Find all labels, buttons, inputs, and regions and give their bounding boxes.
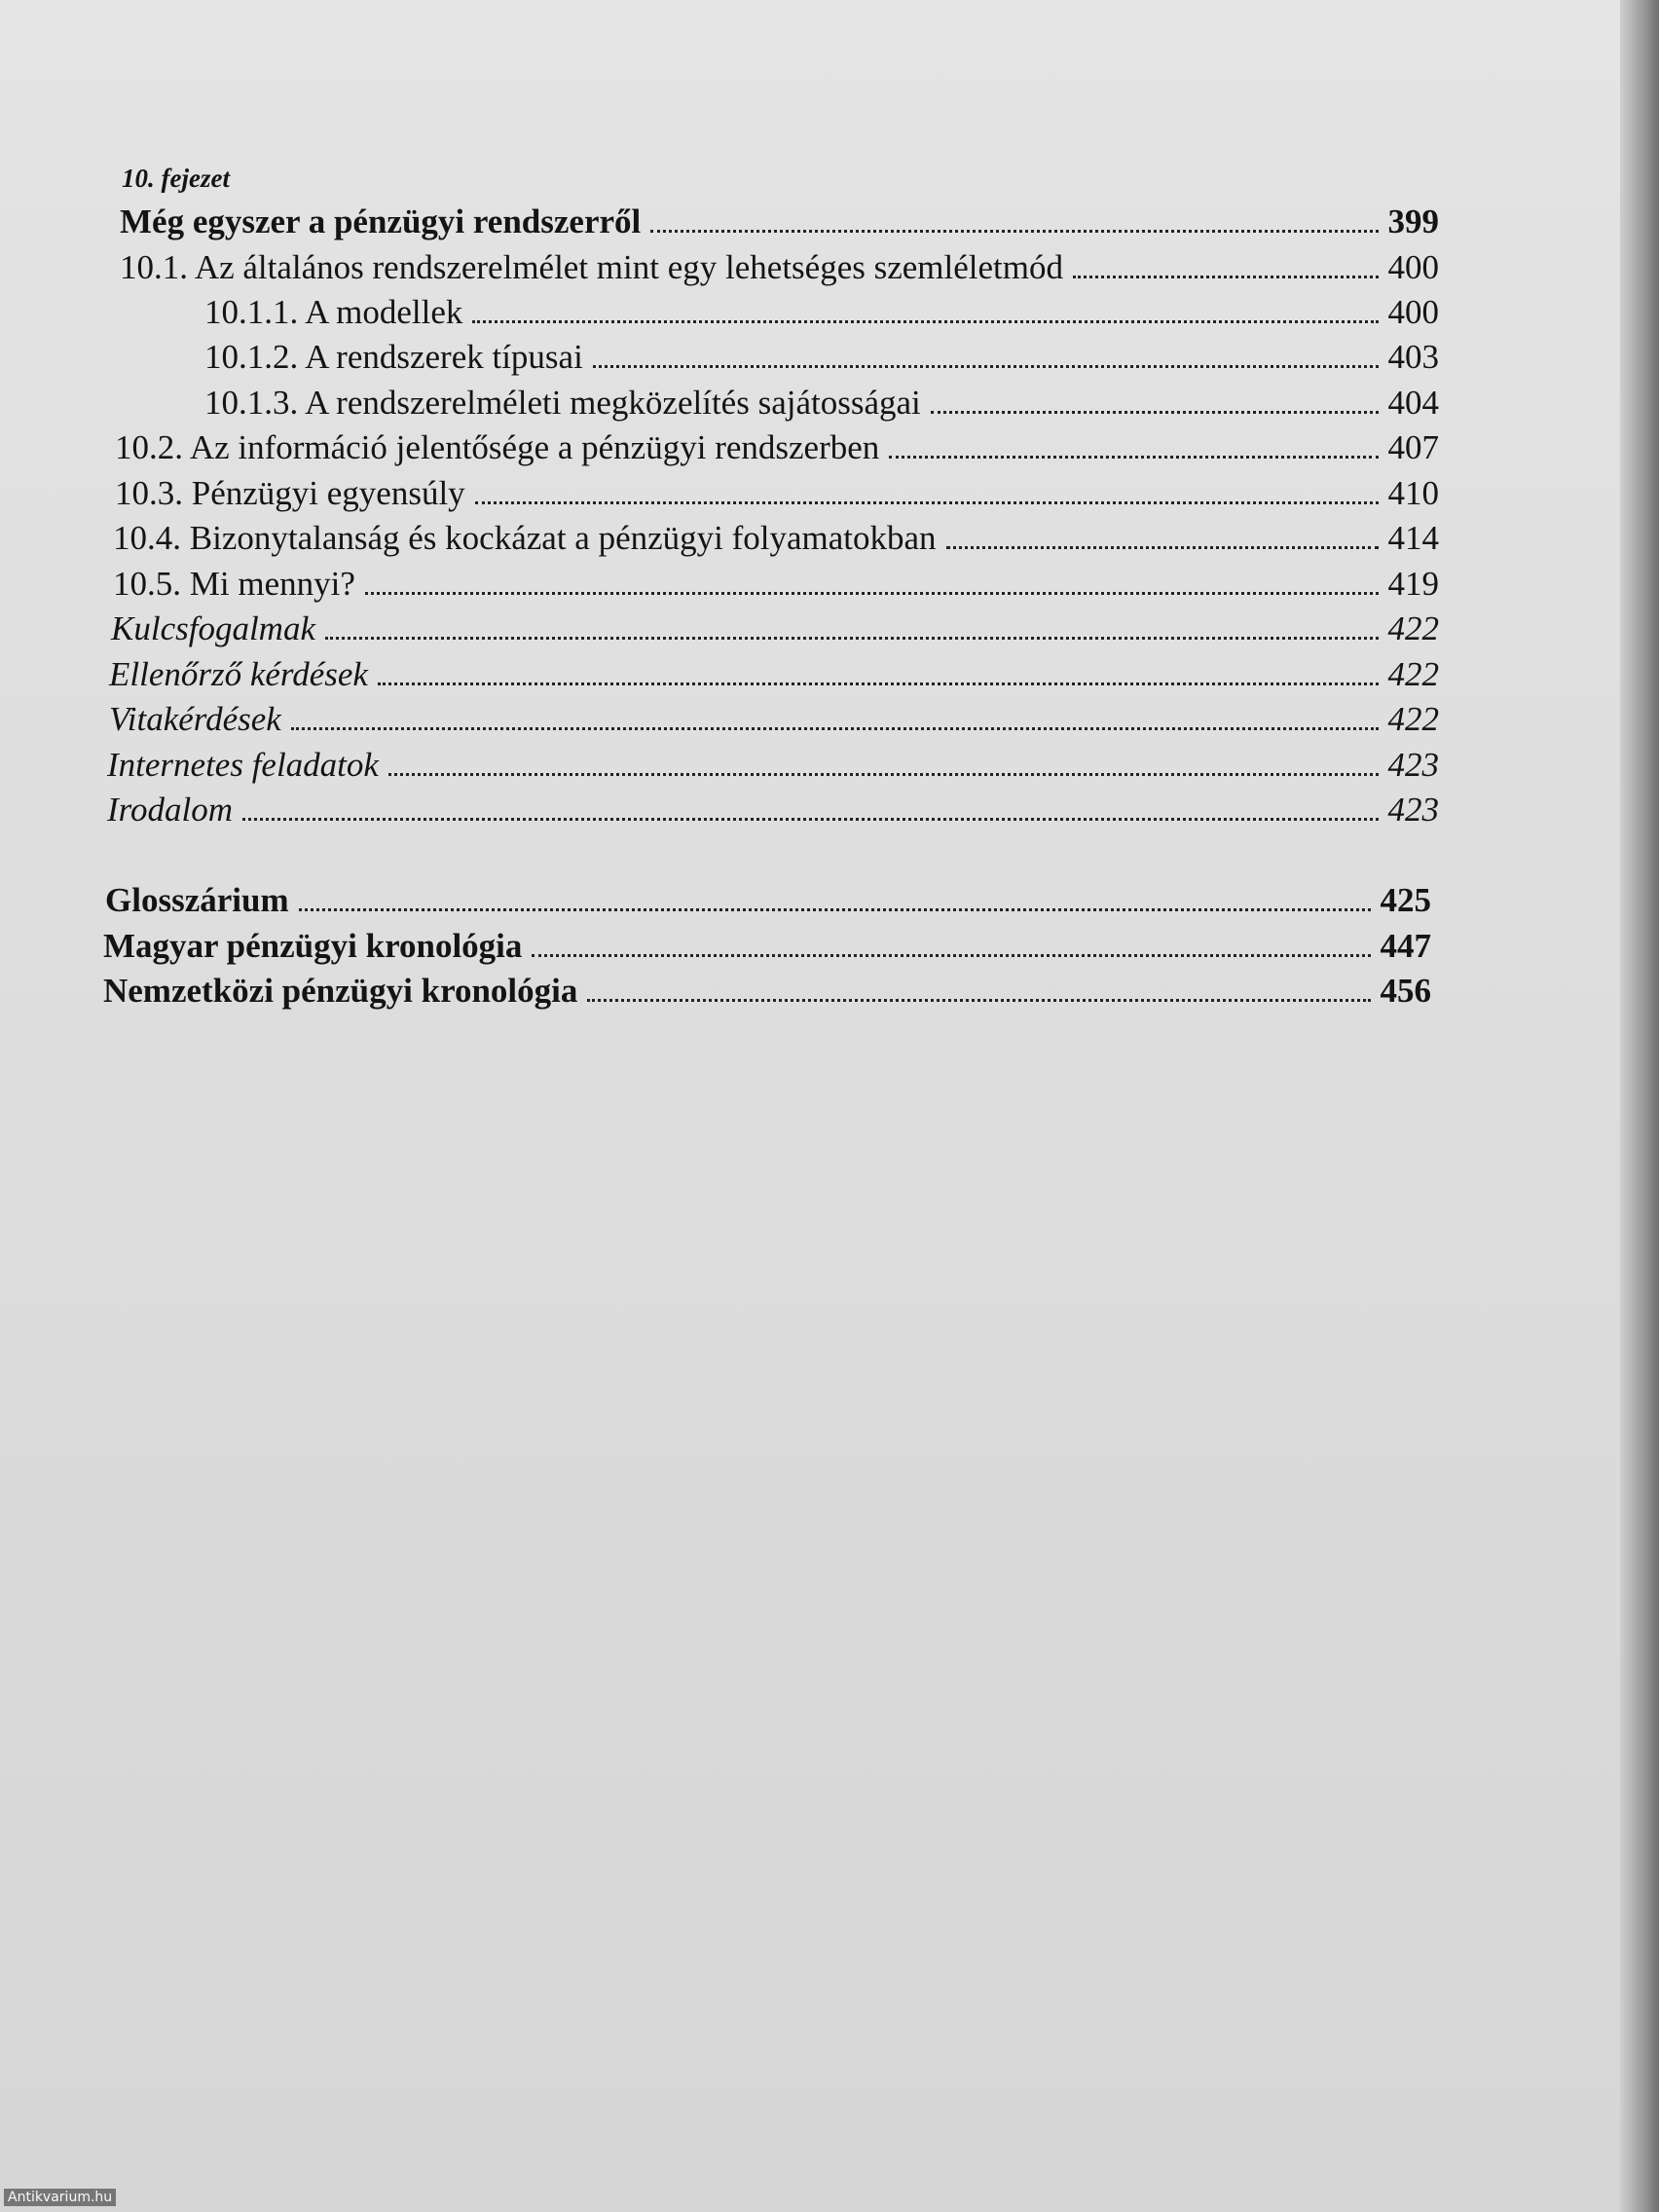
dot-leader xyxy=(325,637,1379,640)
toc-page-number: 407 xyxy=(1387,428,1439,466)
dot-leader xyxy=(291,727,1379,730)
chapter-label: 10. fejezet xyxy=(122,164,230,193)
toc-page-number: 410 xyxy=(1387,474,1439,512)
toc-entry-10-1[interactable] xyxy=(120,248,1439,293)
toc-entry-title: Kulcsfogalmak xyxy=(111,609,315,647)
toc-entry-irodalom[interactable] xyxy=(107,791,1439,835)
toc-entry-10-4[interactable] xyxy=(113,519,1439,564)
dot-leader xyxy=(593,365,1379,368)
dot-leader xyxy=(946,546,1379,549)
toc-page-number: 447 xyxy=(1380,927,1431,965)
toc-entry-magyar-kronologia[interactable] xyxy=(103,927,1431,972)
dot-leader xyxy=(299,908,1371,911)
toc-entry-title: Internetes feladatok xyxy=(107,746,379,784)
toc-entry-title: Még egyszer a pénzügyi rendszerről xyxy=(120,203,642,240)
toc-page-number: 422 xyxy=(1387,700,1439,738)
toc-entry-10-1-3[interactable] xyxy=(204,384,1439,428)
dot-leader xyxy=(587,999,1370,1002)
toc-page-number: 422 xyxy=(1387,655,1439,693)
toc-entry-title: 10.1.3. A rendszerelméleti megközelítés sajátosságai xyxy=(204,384,921,422)
toc-entry-title: Magyar pénzügyi kronológia xyxy=(103,927,523,965)
toc-page-number: 423 xyxy=(1387,746,1439,784)
dot-leader xyxy=(472,320,1378,323)
dot-leader xyxy=(931,411,1379,414)
toc-page-number: 400 xyxy=(1387,293,1439,331)
toc-entry-internetes-feladatok[interactable] xyxy=(107,746,1439,791)
dot-leader xyxy=(242,818,1379,821)
toc-page-number: 419 xyxy=(1387,565,1439,603)
toc-entry-10-3[interactable] xyxy=(115,474,1439,519)
toc-entry-title: Irodalom xyxy=(107,791,233,829)
toc-entry-10-5[interactable] xyxy=(113,565,1439,609)
toc-page-number: 456 xyxy=(1380,972,1431,1010)
toc-page-number: 403 xyxy=(1387,338,1439,376)
watermark: Antikvarium.hu xyxy=(4,2189,116,2206)
toc-page-number: 423 xyxy=(1387,791,1439,829)
toc-entry-10-2[interactable] xyxy=(115,428,1439,473)
toc-entry-nemzetkozi-kronologia[interactable] xyxy=(103,972,1431,1016)
dot-leader xyxy=(365,592,1379,595)
toc-entry-title: 10.1. Az általános rendszerelmélet mint egy lehetséges szemléletmód xyxy=(120,248,1063,286)
toc-page-number: 414 xyxy=(1387,519,1439,557)
toc-chapter-title-row[interactable] xyxy=(120,203,1439,247)
toc-entry-ellenorzo-kerdesek[interactable] xyxy=(109,655,1439,700)
toc-entry-10-1-1[interactable] xyxy=(204,293,1439,338)
toc-entry-title: 10.4. Bizonytalanság és kockázat a pénzügyi folyamatokban xyxy=(113,519,937,557)
toc-page-number: 404 xyxy=(1387,384,1439,422)
toc-entry-vitakerdesek[interactable] xyxy=(109,700,1439,745)
toc-entry-glosszarium[interactable] xyxy=(105,881,1431,926)
dot-leader xyxy=(532,954,1370,957)
dot-leader xyxy=(388,773,1379,776)
toc-entry-title: Vitakérdések xyxy=(109,700,281,738)
toc-page-number: 422 xyxy=(1387,609,1439,647)
toc-entry-10-1-2[interactable] xyxy=(204,338,1439,383)
dot-leader xyxy=(650,230,1378,233)
toc-entry-title: 10.1.2. A rendszerek típusai xyxy=(204,338,583,376)
toc-entry-title: 10.1.1. A modellek xyxy=(204,293,463,331)
toc-page-number: 399 xyxy=(1387,203,1439,240)
toc-entry-title: 10.5. Mi mennyi? xyxy=(113,565,355,603)
toc-entry-title: Ellenőrző kérdések xyxy=(109,655,368,693)
toc-entry-title: 10.3. Pénzügyi egyensúly xyxy=(115,474,465,512)
dot-leader xyxy=(475,501,1379,504)
dot-leader xyxy=(889,456,1378,459)
toc-entry-kulcsfogalmak[interactable] xyxy=(111,609,1439,654)
dot-leader xyxy=(1073,276,1379,278)
toc-entry-title: Glosszárium xyxy=(105,881,289,919)
toc-entry-title: 10.2. Az információ jelentősége a pénzügyi rendszerben xyxy=(115,428,880,466)
toc-entry-title: Nemzetközi pénzügyi kronológia xyxy=(103,972,578,1010)
toc-page-number: 425 xyxy=(1380,881,1431,919)
dot-leader xyxy=(378,682,1379,685)
toc-page-number: 400 xyxy=(1387,248,1439,286)
